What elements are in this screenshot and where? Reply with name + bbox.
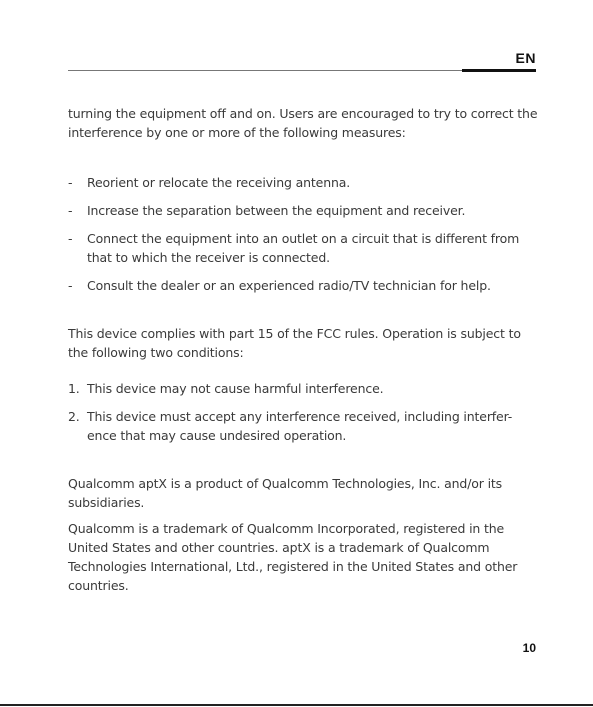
measure-item xyxy=(68,276,538,295)
header-accent-bar xyxy=(462,69,536,72)
condition-item xyxy=(68,407,538,445)
list-dash: - xyxy=(68,203,73,218)
condition-text: This device must accept any interference received, including interfer-ence that may cause undesired operation. xyxy=(87,409,513,443)
conditions-list xyxy=(68,379,538,445)
measure-text: Reorient or relocate the receiving antenna. xyxy=(87,175,351,190)
fcc-statement: This device complies with part 15 of the FCC rules. Operation is subject to the following two conditions: xyxy=(68,326,521,360)
measures-list xyxy=(68,173,538,295)
measure-item xyxy=(68,201,538,220)
list-number: 1. xyxy=(68,381,80,396)
list-number: 2. xyxy=(68,409,80,424)
header-divider xyxy=(68,70,462,71)
page-bottom-edge xyxy=(0,704,593,706)
language-label: EN xyxy=(515,50,536,66)
list-dash: - xyxy=(68,175,73,190)
measure-item xyxy=(68,229,538,267)
list-dash: - xyxy=(68,278,73,293)
measure-text: Consult the dealer or an experienced radio/TV technician for help. xyxy=(87,278,491,293)
measure-text: Connect the equipment into an outlet on a circuit that is different from that to which the receiver is connected. xyxy=(87,231,520,265)
page-content xyxy=(68,104,538,595)
condition-text: This device may not cause harmful interference. xyxy=(87,381,384,396)
list-dash: - xyxy=(68,231,73,246)
measure-item xyxy=(68,173,538,192)
page-number: 10 xyxy=(522,641,536,655)
condition-item xyxy=(68,379,538,398)
aptx-statement: Qualcomm aptX is a product of Qualcomm Technologies, Inc. and/or its subsidiaries. xyxy=(68,476,503,510)
intro-paragraph: turning the equipment off and on. Users are encouraged to try to correct the interference by one or more of the following measures: xyxy=(68,106,538,140)
trademark-statement: Qualcomm is a trademark of Qualcomm Incorporated, registered in the United States and other countries. aptX is a trademark of Qualcomm Technologies International, Ltd., registered in the United States and other countries. xyxy=(68,521,518,593)
measure-text: Increase the separation between the equipment and receiver. xyxy=(87,203,466,218)
